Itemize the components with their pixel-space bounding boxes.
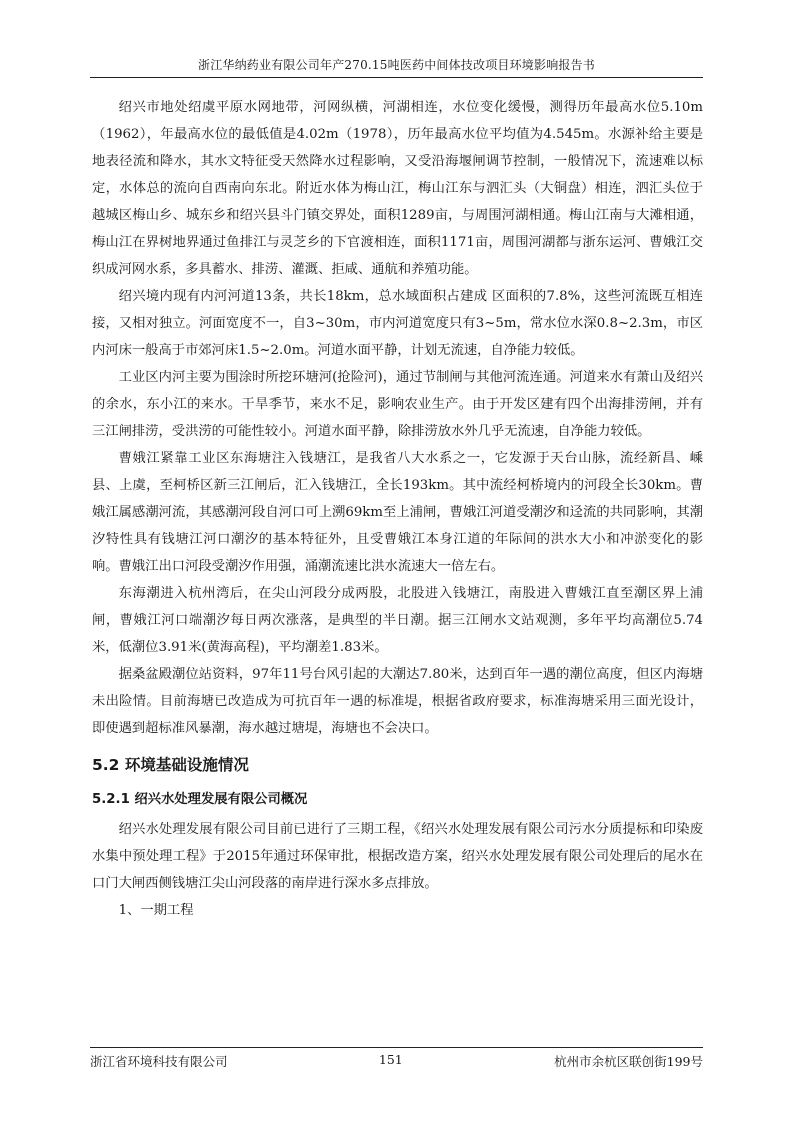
paragraph-seawall: 据桑盆殿潮位站资料，97年11号台风引起的大潮达7.80米，达到百年一遇的潮位高度，但区内海塘未出险情。目前海塘已改造成为可抗百年一遇的标准堤，根据省政府要求，标准海塘采用三面光设计，即使遇到超标准风暴潮，海水越过塘堤，海塘也不会决口。 <box>92 667 703 736</box>
page-header: 浙江华纳药业有限公司年产270.15吨医药中间体技改项目环境影响报告书 <box>90 55 703 78</box>
page-footer <box>90 1047 703 1070</box>
paragraph-caoe-river: 曹娥江紧靠工业区东海塘注入钱塘江，是我省八大水系之一，它发源于天台山脉，流经新昌、嵊县、上虞，至柯桥区新三江闸后，汇入钱塘江，全长193km。其中流经柯桥境内的河段全长30km。曹娥江属感潮河流，其感潮河段自河口可上溯69km至上浦闸，曹娥江河道受潮汐和迳流的共同影响，其潮汐特性具有钱塘江河口潮汐的基本特征外，且受曹娥江本身江道的年际间的洪水大小和冲淤变化的影响。曹娥江出口河段受潮汐作用强，涌潮流速比洪水流速大一倍左右。 <box>92 451 703 574</box>
section-heading: 5.2 环境基础设施情况 <box>92 756 249 774</box>
paragraph-water-level: 绍兴市地处绍虞平原水网地带，河网纵横，河湖相连，水位变化缓慢，测得历年最高水位5.10m（1962），年最高水位的最低值是4.02m（1978），历年最高水位平均值为4.545m。水源补给主要是地表径流和降水，其水文特征受天然降水过程影响，又受沿海堰闸调节控制，一般情况下，流速难以标定，水体总的流向自西南向东北。附近水体为梅山江，梅山江东与泗汇头（大铜盘）相连，泗汇头位于越城区梅山乡、城东乡和绍兴县斗门镇交界处，面积1289亩，与周围河湖相通。梅山江南与大滩相通，梅山江在界树地界通过鱼排江与灵芝乡的下官渡相连，面积1171亩，周围河湖都与浙东运河、曹娥江交织成河网水系，多具蓄水、排涝、灌溉、拒咸、通航和养殖功能。 <box>92 100 703 277</box>
paragraph-east-sea-tide: 东海潮进入杭州湾后，在尖山河段分成两股，北股进入钱塘江，南股进入曹娥江直至潮区界上浦闸，曹娥江河口端潮汐每日两次涨落，是典型的半日潮。据三江闸水文站观测，多年平均高潮位5.74米，低潮位3.91米(黄海高程)，平均潮差1.83米。 <box>92 586 703 655</box>
page-number: 151 <box>378 1052 403 1067</box>
paragraph-company-overview: 绍兴水处理发展有限公司目前已进行了三期工程，《绍兴水处理发展有限公司污水分质提标和印染废水集中预处理工程》于2015年通过环保审批，根据改造方案，绍兴水处理发展有限公司处理后的尾水在口门大闸西侧钱塘江尖山河段落的南岸进行深水多点排放。 <box>92 822 703 891</box>
footer-address: 杭州市余杭区联创街199号 <box>554 1054 703 1069</box>
subsection-heading: 5.2.1 绍兴水处理发展有限公司概况 <box>92 792 308 807</box>
paragraph-inner-rivers: 绍兴境内现有内河河道13条，共长18km，总水域面积占建成 区面积的7.8%，这些河流既互相连接，又相对独立。河面宽度不一，自3~30m，市内河道宽度只有3~5m，常水位水深0.8~2.3m，市区内河床一般高于市郊河床1.5~2.0m。河道水面平静，计划无流速，自净能力较低。 <box>92 289 703 358</box>
paragraph-phase-one: 1、一期工程 <box>118 903 194 918</box>
paragraph-industrial-rivers: 工业区内河主要为围涂时所挖环塘河(抢险河)，通过节制闸与其他河流连通。河道来水有萧山及绍兴的余水，东小江的来水。干旱季节，来水不足，影响农业生产。由于开发区建有四个出海排涝闸，并有三江闸排涝，受洪涝的可能性较小。河道水面平静，除排涝放水外几乎无流速，自净能力较低。 <box>92 370 703 439</box>
footer-company: 浙江省环境科技有限公司 <box>90 1054 228 1069</box>
page-content <box>92 94 703 924</box>
